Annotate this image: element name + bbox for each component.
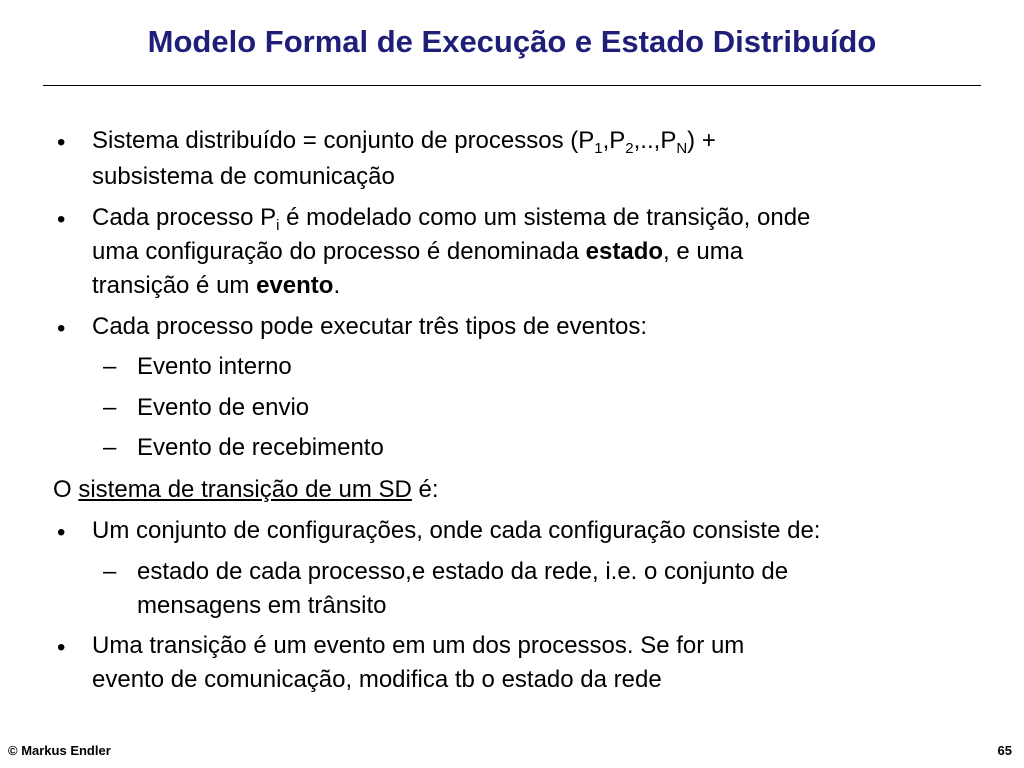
bullet-marker: •: [57, 129, 66, 156]
subitem-evento-interno: Evento interno: [137, 353, 292, 380]
bullet-4-sub-line-2: mensagens em trânsito: [137, 592, 387, 619]
title-divider: [43, 85, 981, 86]
term-evento: evento: [256, 272, 334, 299]
bullet-2-line-1: Cada processo $P_i$ é modelado como um sistema de transição, onde: [92, 204, 811, 234]
bullet-5-line-2: evento de comunicação, modifica tb o estado da rede: [92, 666, 662, 693]
bullet-1-line-1: Sistema distribuído = conjunto de processos $(P_1,P_2,..,P_N)$ +: [92, 127, 716, 157]
bullet-2-line-2: uma configuração do processo é denominada estado, e uma: [92, 238, 744, 265]
bullet-marker: •: [57, 315, 66, 342]
bullet-marker: •: [57, 634, 66, 661]
bullet-marker: •: [57, 519, 66, 546]
dash-marker: –: [103, 434, 117, 461]
page-number: 65: [997, 743, 1012, 758]
bullet-4-sub-line-1: estado de cada processo,e estado da rede, i.e. o conjunto de: [137, 558, 789, 585]
subitem-evento-envio: Evento de envio: [137, 394, 310, 421]
slide-title: Modelo Formal de Execução e Estado Distribuído: [147, 24, 877, 59]
dash-marker: –: [103, 394, 117, 421]
underlined-term: sistema de transição de um SD: [78, 476, 412, 503]
bullet-5-line-1: Uma transição é um evento em um dos processos. Se for um: [92, 632, 745, 659]
bullet-3-line-1: Cada processo pode executar três tipos de eventos:: [92, 313, 647, 340]
bullet-1-line-2: subsistema de comunicação: [92, 163, 395, 190]
transition-system-intro: O sistema de transição de um SD é:: [53, 476, 439, 503]
subitem-evento-recebimento: Evento de recebimento: [137, 434, 384, 461]
bullet-4-line-1: Um conjunto de configurações, onde cada configuração consiste de:: [92, 517, 821, 544]
dash-marker: –: [103, 353, 117, 380]
bullet-marker: •: [57, 206, 66, 233]
bullet-2-line-3: transição é um evento.: [92, 272, 341, 299]
term-estado: estado: [585, 238, 664, 265]
dash-marker: –: [103, 558, 117, 585]
footer-copyright: © Markus Endler: [8, 743, 111, 758]
